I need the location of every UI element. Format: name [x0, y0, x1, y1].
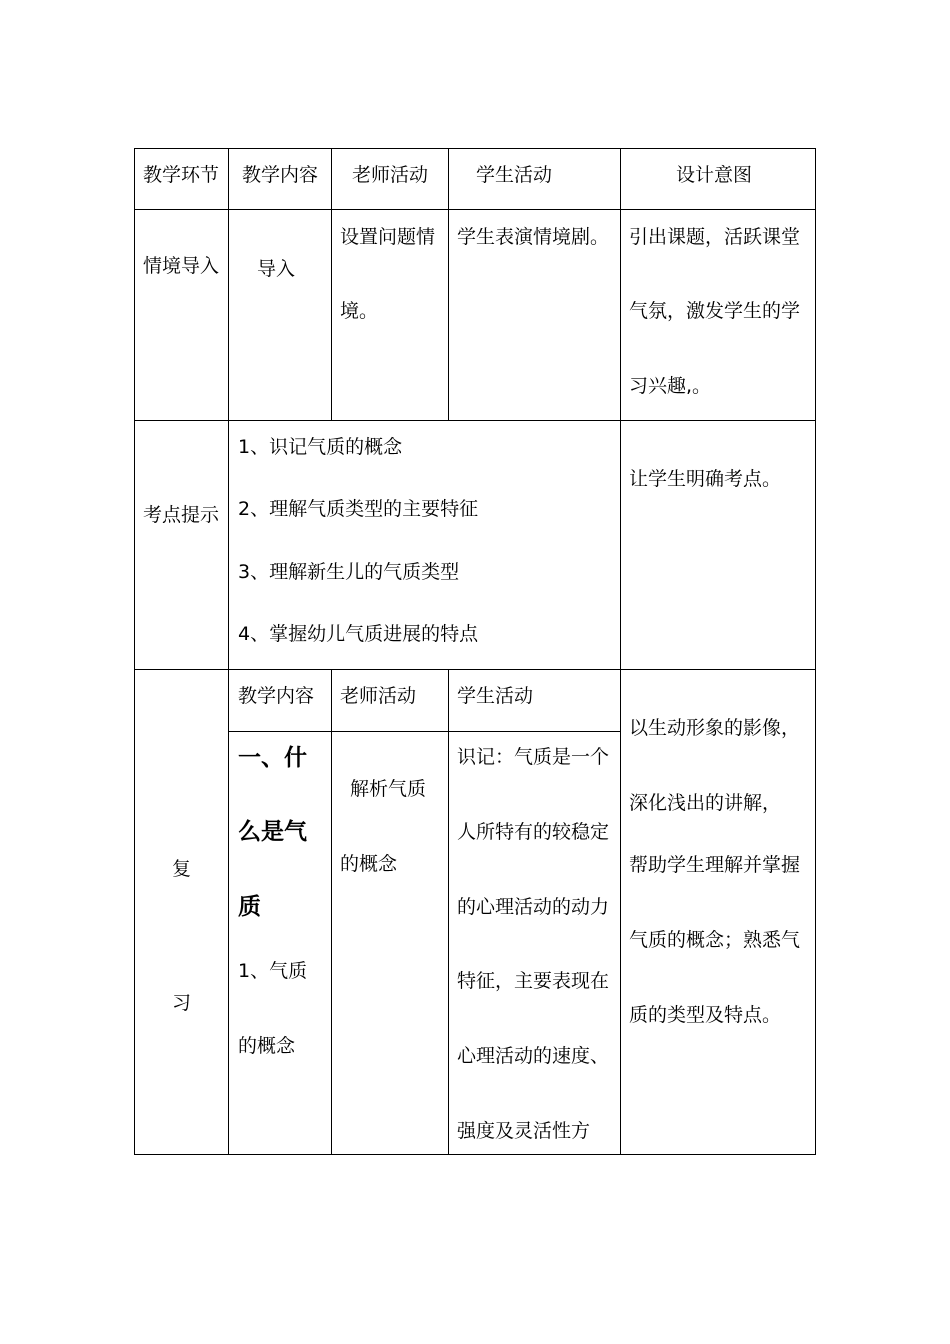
- table-border-left: [134, 148, 135, 1155]
- row2-intent: 让学生明确考点。: [629, 468, 782, 490]
- row-divider: [134, 669, 816, 670]
- row1-teacher-line: 境。: [340, 300, 379, 322]
- column-divider: [331, 148, 332, 421]
- row3-content-sub-line: 1、气质: [238, 960, 308, 982]
- row2-stage: 考点提示: [143, 504, 220, 526]
- row2-point: 2、理解气质类型的主要特征: [238, 498, 479, 520]
- header-stage: 教学环节: [143, 164, 220, 186]
- row3-student-line: 特征，主要表现在: [457, 970, 610, 992]
- column-divider: [448, 148, 449, 421]
- row3-stage-char: 习: [172, 992, 192, 1014]
- row3-subheader-teacher: 老师活动: [340, 685, 417, 707]
- row3-student-line: 强度及灵活性方: [457, 1120, 591, 1142]
- row3-intent-line: 以生动形象的影像，: [629, 717, 801, 739]
- row1-student: 学生表演情境剧。: [457, 226, 610, 248]
- row3-student-line: 的心理活动的动力: [457, 896, 610, 918]
- row3-stage-char: 复: [172, 858, 192, 880]
- header-intent: 设计意图: [676, 164, 753, 186]
- row3-intent-line: 气质的概念；熟悉气: [629, 929, 801, 951]
- header-student: 学生活动: [476, 164, 553, 186]
- row3-teacher-line: 解析气质: [350, 778, 427, 800]
- row1-teacher-line: 设置问题情: [340, 226, 436, 248]
- row1-intent-line: 引出课题，活跃课堂: [629, 226, 801, 248]
- row1-content: 导入: [257, 258, 296, 280]
- row2-point: 4、掌握幼儿气质进展的特点: [238, 623, 479, 645]
- row-divider: [134, 209, 816, 210]
- row3-subheader-student: 学生活动: [457, 685, 534, 707]
- column-divider: [228, 148, 229, 1155]
- row1-intent-line: 习兴趣,。: [629, 375, 712, 397]
- row2-point: 1、识记气质的概念: [238, 436, 403, 458]
- row3-student-line: 识记：气质是一个: [457, 746, 610, 768]
- row-divider: [134, 420, 816, 421]
- row1-intent-line: 气氛，激发学生的学: [629, 300, 801, 322]
- row3-intent-line: 质的类型及特点。: [629, 1004, 782, 1026]
- row3-content-title-line: 么是气: [238, 819, 307, 845]
- row3-subheader-content: 教学内容: [238, 685, 315, 707]
- subheader-divider: [228, 731, 620, 732]
- row3-student-line: 心理活动的速度、: [457, 1045, 610, 1067]
- row3-content-sub-line: 的概念: [238, 1035, 296, 1057]
- row3-teacher-line: 的概念: [340, 853, 398, 875]
- column-divider: [331, 669, 332, 1155]
- row2-point: 3、理解新生儿的气质类型: [238, 561, 460, 583]
- row1-stage: 情境导入: [143, 255, 220, 277]
- header-teacher: 老师活动: [352, 164, 429, 186]
- table-border-right: [815, 148, 816, 1155]
- column-divider: [448, 669, 449, 1155]
- table-border-bottom: [134, 1154, 816, 1155]
- header-content: 教学内容: [242, 164, 319, 186]
- row3-intent-line: 帮助学生理解并掌握: [629, 854, 801, 876]
- row3-intent-line: 深化浅出的讲解，: [629, 792, 782, 814]
- row3-content-title-line: 一、什: [238, 745, 307, 771]
- table-border-top: [134, 148, 816, 149]
- row3-content-title-line: 质: [238, 894, 261, 920]
- row3-student-line: 人所特有的较稳定: [457, 821, 610, 843]
- column-divider: [620, 148, 621, 1155]
